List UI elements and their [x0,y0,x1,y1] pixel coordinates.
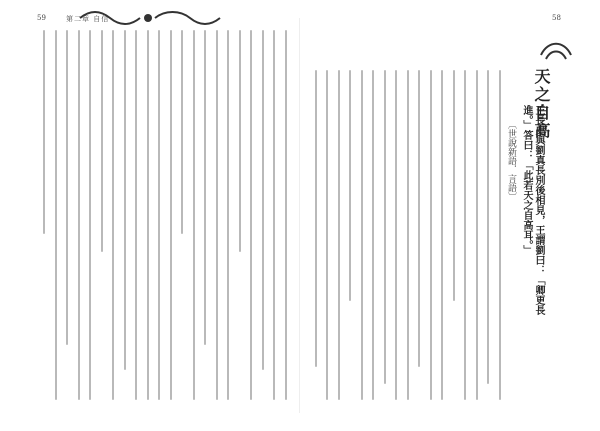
body-text-column [349,70,351,301]
body-text-column [395,70,397,400]
body-text-column [78,30,80,400]
cloud-ornament-icon [70,8,230,26]
body-text-column [135,30,137,400]
body-text-column [372,70,374,400]
body-text-column [361,70,363,400]
body-text-column [55,30,57,400]
right-page-body [310,30,510,410]
body-text-column [262,30,264,370]
body-text-column [499,70,501,400]
body-text-column [89,30,91,400]
chapter-title: 天之自高 [532,68,551,140]
quote-source: 〔世說新語．言語〕 [506,120,516,201]
body-text-column [441,70,443,400]
body-text-column [273,30,275,400]
body-text-column [170,30,172,400]
body-text-column [147,30,149,400]
left-page-number: 59 [37,14,46,22]
body-text-column [250,30,252,400]
body-text-column [239,30,241,252]
right-page-number: 58 [552,14,561,22]
body-text-column [407,70,409,400]
body-text-column [384,70,386,384]
body-text-column [418,70,420,367]
chapter-quote: 王長史與劉真長別後相見，王謂劉曰：「卿更長進。」答曰：「此若天之自高耳。」 [521,105,544,315]
body-text-column [43,30,45,234]
body-text-column [193,30,195,400]
body-text-column [204,30,206,345]
left-page-body [38,30,296,410]
body-text-column [181,30,183,234]
body-text-column [158,30,160,400]
body-text-column [338,70,340,400]
body-text-column [66,30,68,345]
body-text-column [453,70,455,301]
body-text-column [227,30,229,400]
body-text-column [487,70,489,384]
left-running-head: 第二章 自信 [66,15,110,23]
body-text-column [430,70,432,400]
body-text-column [315,70,317,367]
body-text-column [464,70,466,400]
body-text-column [112,30,114,400]
body-text-column [124,30,126,370]
scroll-ornament-icon [536,35,576,65]
body-text-column [101,30,103,252]
body-text-column [285,30,287,400]
body-text-column [216,30,218,400]
body-text-column [476,70,478,400]
body-text-column [326,70,328,400]
